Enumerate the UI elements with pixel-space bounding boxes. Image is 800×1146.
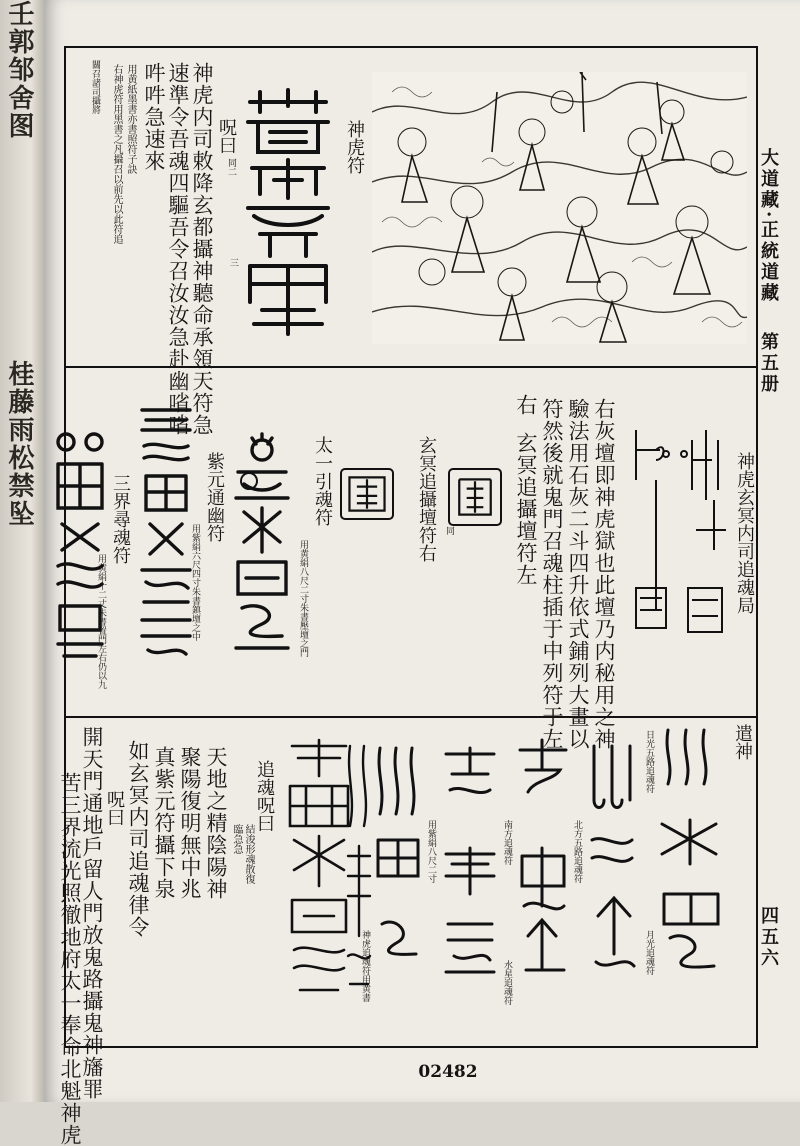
bottom-zhuihun-title: 追魂呪曰 (254, 760, 275, 832)
poem-line-4: 如玄冥内司追魂律令 (126, 740, 150, 938)
bottom-extra-line-2: 臨急急 (231, 824, 242, 854)
bottom-talisman-3 (514, 736, 572, 980)
sanjie-talisman (52, 430, 108, 660)
shenhu-header: 神虎符 (344, 120, 365, 174)
bottom-note-3: 北方五路追魂符 (572, 820, 582, 883)
top-note-small-1: 右神虎符用黑書之凡攝召以前先以此符追 (111, 64, 122, 244)
bottom-talisman-6b (344, 736, 374, 998)
bottom-talisman-1 (656, 724, 726, 984)
bottom-talisman-5 (370, 744, 426, 974)
shenhu-talisman (240, 88, 336, 338)
bottom-zhouyue: 呪曰 (104, 790, 125, 826)
note-sanjie: 用黄絹十二丈朱書置門左右仍以九 (96, 554, 106, 689)
poem-line-3: 真紫元符攝下泉 (152, 746, 176, 900)
note-ziyuan: 用紫絹六尺四寸朱書鎮壇之中 (190, 524, 200, 641)
bottom-col-qianshen: 遣神 (732, 724, 753, 760)
label-ziyuan: 紫元通幽符 (204, 452, 225, 542)
top-incantation-line-3: 吽吽急速來 (142, 62, 166, 172)
bottom-talisman-2 (584, 740, 642, 980)
label-taiyi: 太一引魂符 (312, 436, 333, 526)
mid-title-right: 神虎玄冥内司追魂局 (734, 452, 755, 614)
seal-you (340, 468, 394, 520)
taiyi-talisman (230, 432, 294, 658)
mid-main-line-4: 右 (514, 394, 538, 416)
facing-page-text-1: 壬郭邹舍图 (4, 0, 34, 140)
book-page (44, 0, 800, 1102)
small-round-seal-taiyi (240, 472, 258, 490)
deity-army-illustration (372, 72, 747, 344)
bottom-extra-line-1: 結浚形魂散復 (243, 824, 254, 884)
bottom-note-7: 神虎追魂符用黄書 (360, 930, 370, 1002)
bottom-note-5: 水星追魂符 (502, 960, 512, 1005)
page-number: 02482 (418, 1062, 478, 1082)
open-line-2: 苦三界流光照徹地府太一奉命北魁神虎 (58, 772, 82, 1146)
bottom-note-2: 月光追魂符 (644, 930, 654, 975)
top-note-small-3: 關召諸司攝將 (90, 60, 100, 114)
facing-page-text-2: 桂藤雨松禁坠 (4, 360, 34, 528)
top-incantation-line-2: 速準令吾魂四驅吾令召汝汝急赴幽㗂㗂 (166, 62, 190, 436)
mid-mark-tong: 同 (444, 526, 454, 535)
margin-title: 大道藏·正統道藏 (758, 148, 779, 305)
margin-volume: 第五册 (758, 332, 779, 395)
soul-altar-diagram (626, 420, 730, 644)
mid-main-line-3: 符然後就鬼門召魂柱插于中列符于左 (540, 398, 564, 750)
top-mark-a: 同二 (226, 158, 236, 176)
poem-line-1: 天地之精陰陽神 (204, 746, 228, 900)
divider-bottom (66, 716, 756, 718)
label-you: 玄冥追攝壇符右 (416, 436, 437, 562)
bottom-talisman-4 (438, 744, 502, 980)
top-incantation-line-1: 神虎内司敕降玄都攝神聽命承領天符急 (190, 62, 214, 436)
facing-page (0, 0, 44, 1102)
bottom-note-6: 用紫絹八尺二寸 (426, 820, 436, 883)
margin-page-cn: 四五六 (758, 906, 779, 969)
mid-main-line-1: 右灰壇即神虎獄也此壇乃内秘用之神 (592, 398, 616, 750)
top-incantation-title: 呪曰 (216, 118, 237, 154)
seal-zuo (448, 468, 502, 526)
mid-main-line-2: 驗法用石灰二斗四升依式鋪列大畫以 (566, 398, 590, 750)
label-sanjie: 三界尋魂符 (110, 474, 131, 564)
poem-line-2: 聚陽復明無中兆 (178, 746, 202, 900)
bottom-note-1: 日光五路追魂符 (644, 730, 654, 793)
top-note-small-2: 用黄紙墨書亦書照符子訣 (125, 64, 136, 174)
top-mark-b: 三 (228, 258, 238, 267)
ziyuan-talisman (136, 400, 196, 662)
bottom-note-4: 南方追魂符 (502, 820, 512, 865)
note-taiyi: 用黄絹八尺二寸朱書壓壇之門 (298, 540, 308, 657)
open-line-1: 開天門通地戶留人門放鬼路攝鬼神旛罪 (80, 726, 104, 1100)
label-zuo: 玄冥追攝壇符左 (514, 432, 538, 586)
